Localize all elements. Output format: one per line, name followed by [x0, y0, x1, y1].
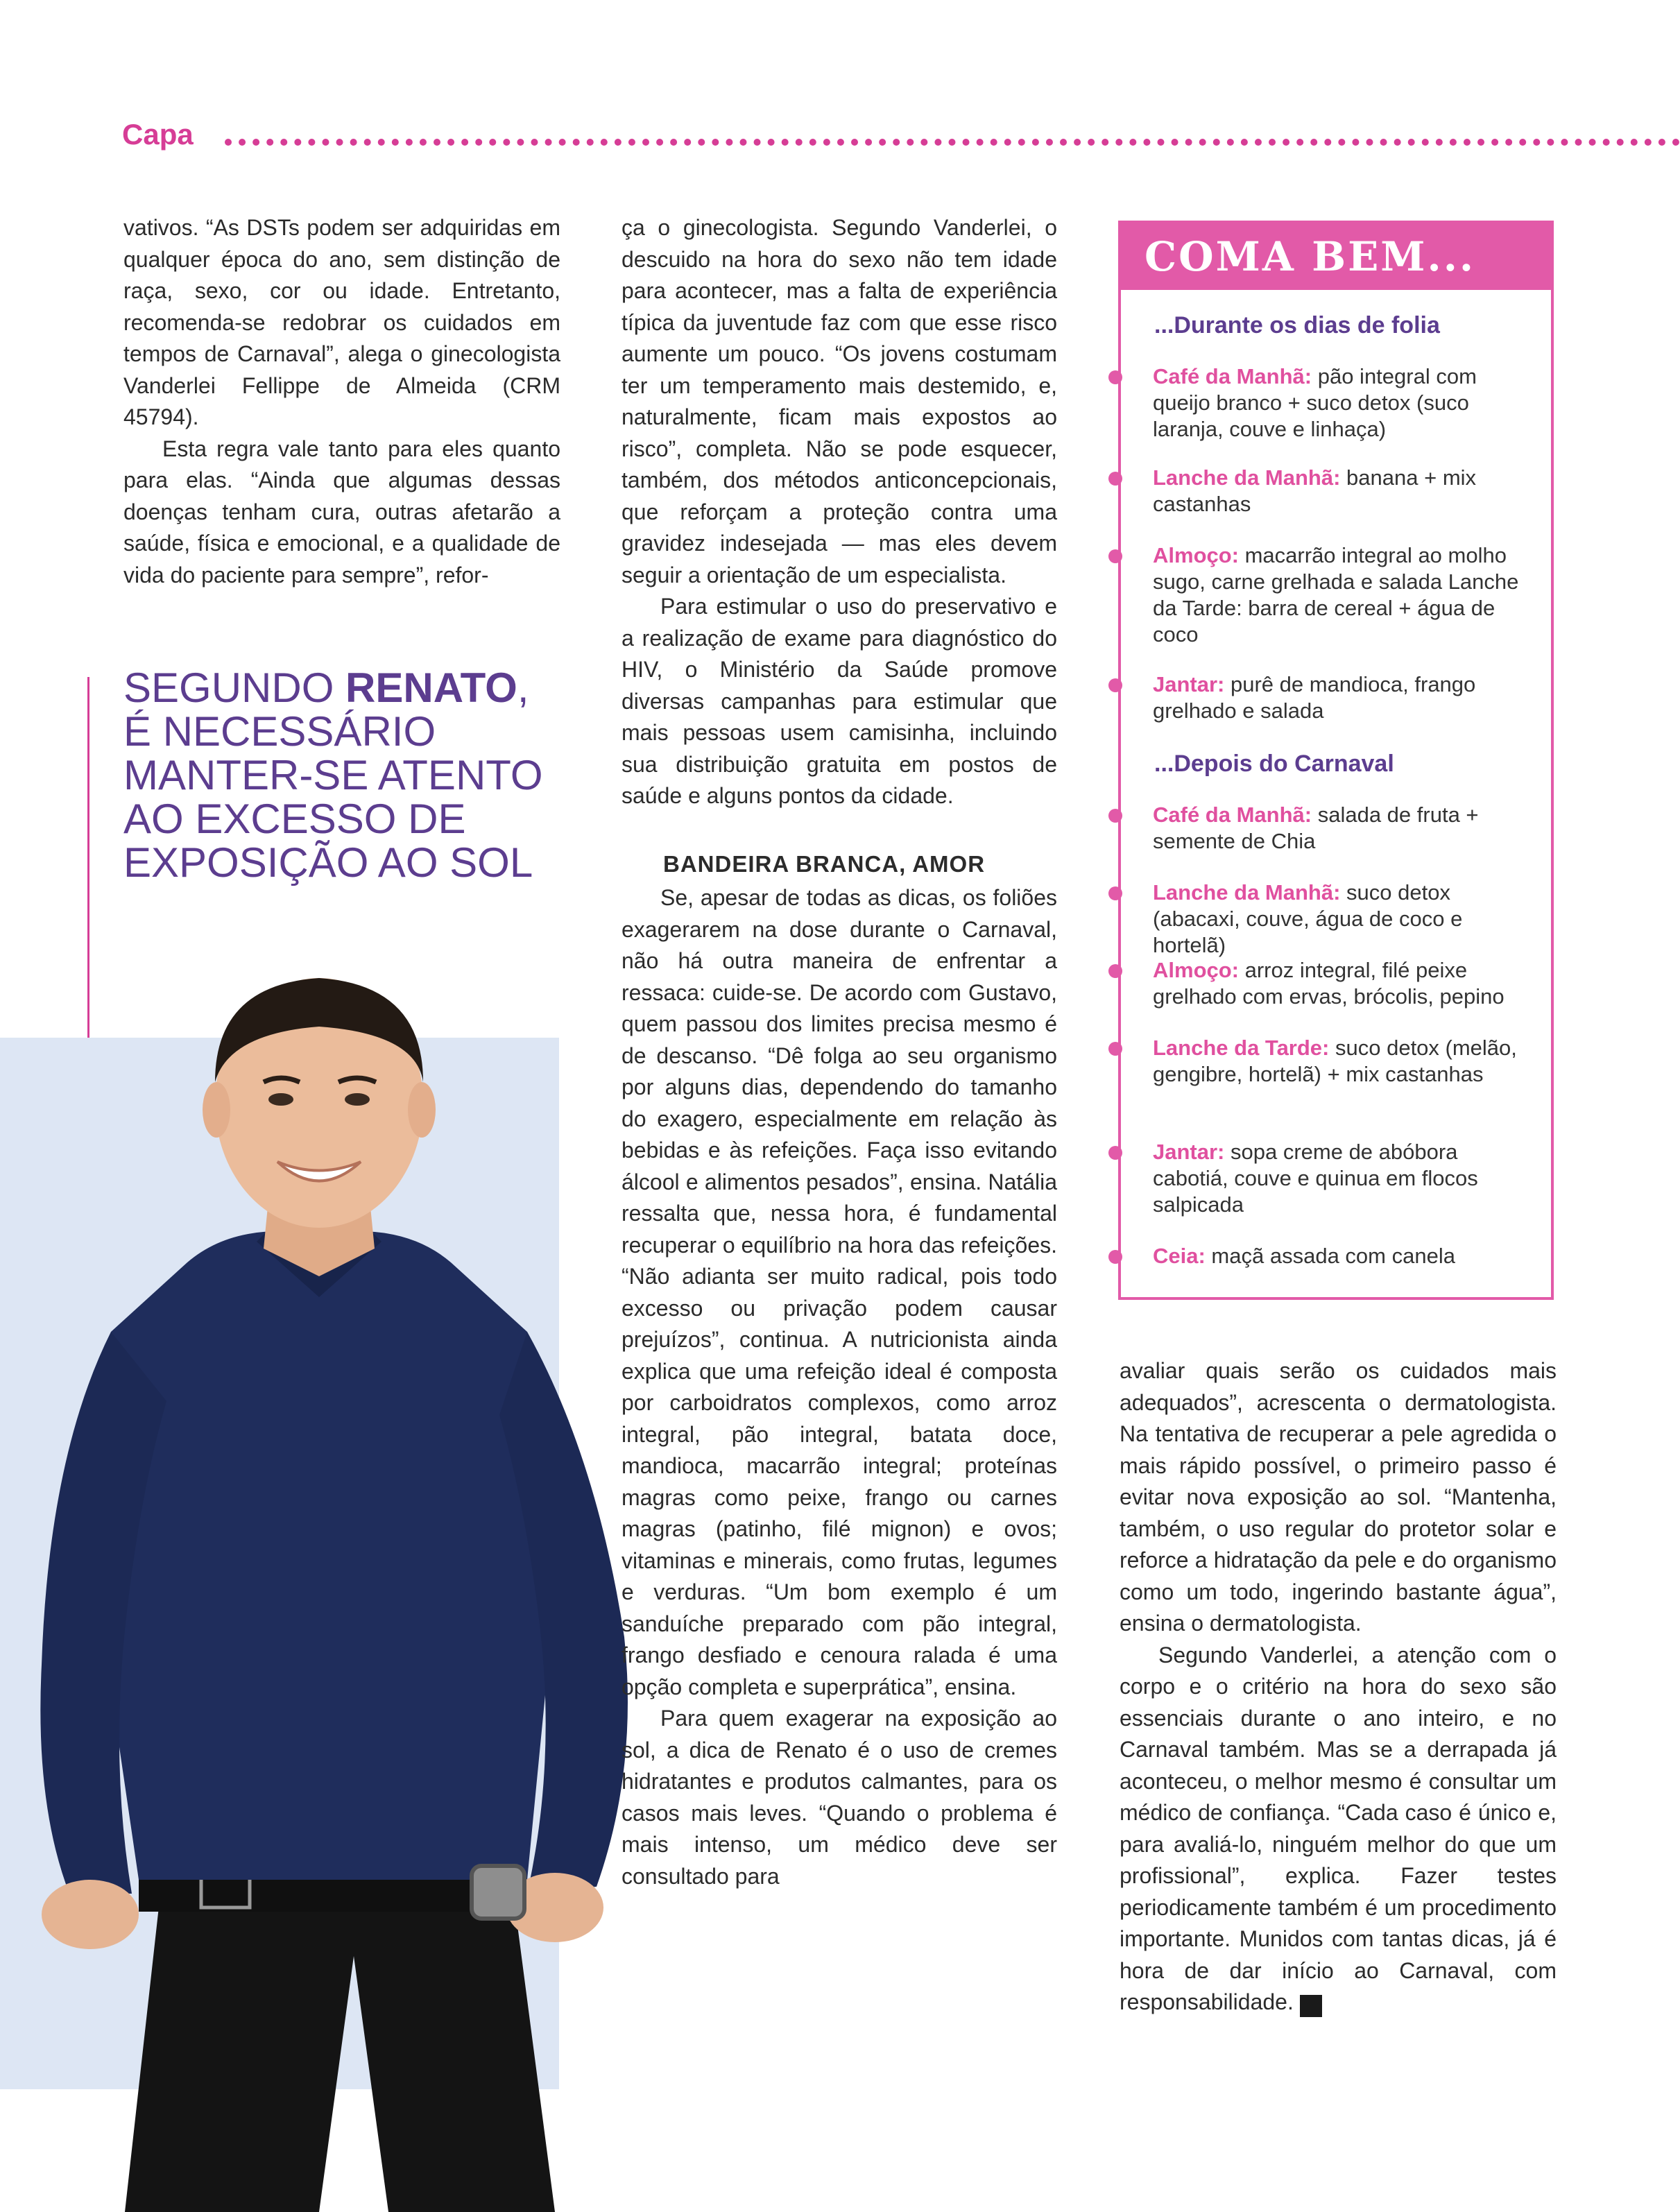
- paragraph: ça o ginecologista. Segundo Vanderlei, o descuido na hora do sexo não tem idade para acontecer, mas a falta de experiência típica da juventude faz com que esse risco aumente um pouco. “Os jovens costumam ter um temperamento mais destemido, e, naturalmente, ficam mais expostos ao risco”, completa. Não se pode esquecer, também, dos métodos anticoncepcionais, que reforçam a proteção contra uma gravidez indesejada — mas eles devem seguir a orientação de um especialista.: [622, 215, 1057, 588]
- menu-item-label: Lanche da Manhã:: [1153, 880, 1341, 904]
- menu-item: [1153, 542, 1527, 648]
- menu-item-label: Almoço:: [1153, 543, 1239, 567]
- bullet-icon: [1108, 886, 1122, 900]
- menu-item-text: maçã assada com canela: [1205, 1244, 1455, 1268]
- end-mark-icon: r: [1300, 1995, 1322, 2017]
- sidebar-subheading: ...Durante os dias de folia: [1154, 312, 1440, 338]
- menu-item-text: purê de mandioca, frango grelhado e salada: [1153, 672, 1476, 723]
- menu-item-label: Ceia:: [1153, 1244, 1206, 1268]
- bullet-icon: [1108, 809, 1122, 823]
- sidebar-box: [1118, 221, 1554, 1300]
- bullet-icon: [1108, 1250, 1122, 1264]
- menu-item: [1153, 1035, 1527, 1088]
- section-header: [122, 118, 1680, 160]
- section-label: Capa: [122, 118, 194, 151]
- paragraph: Para estimular o uso do preservativo e a realização de exame para diagnóstico do HIV, o Ministério da Saúde promove diversas campanhas para estimular que mais pessoas usem camisinha, incluindo sua distribuição gratuita em postos de saúde e alguns pontos da cidade.: [622, 594, 1057, 808]
- menu-item: [1153, 671, 1527, 724]
- menu-item: [1153, 802, 1527, 855]
- paragraph: Esta regra vale tanto para eles quanto para elas. “Ainda que algumas dessas doenças tenham cura, outras afetarão a saúde, física e emocional, e a qualidade de vida do paciente para sempre”, refor-: [123, 436, 560, 588]
- paragraph: vativos. “As DSTs podem ser adquiridas em qualquer época do ano, sem distinção de raça, sexo, cor ou idade. Entretanto, recomenda-se redobrar os cuidados em tempos de Carnaval”, alega o ginecologista Vanderlei Fellippe de Almeida (CRM 45794).: [123, 215, 560, 429]
- menu-item-label: Café da Manhã:: [1153, 364, 1312, 388]
- menu-item-text: macarrão integral ao molho sugo, carne grelhada e salada Lanche da Tarde: barra de cereal + água de coco: [1153, 543, 1519, 646]
- subheading: BANDEIRA BRANCA, AMOR: [663, 850, 986, 877]
- bullet-icon: [1108, 370, 1122, 384]
- menu-item-text: sopa creme de abóbora cabotiá, couve e quinua em flocos salpicada: [1153, 1140, 1478, 1217]
- menu-item-label: Almoço:: [1153, 958, 1239, 982]
- menu-item: [1153, 880, 1527, 959]
- sidebar-subheading: ...Depois do Carnaval: [1154, 751, 1394, 777]
- bullet-icon: [1108, 1042, 1122, 1056]
- pullquote-post: , É NECESSÁRIO MANTER-SE ATENTO AO EXCESSO DE EXPOSIÇÃO AO SOL: [123, 665, 543, 886]
- bullet-icon: [1108, 549, 1122, 563]
- article-column-2: [622, 212, 1057, 1892]
- paragraph: Para quem exagerar na exposição ao sol, a dica de Renato é o uso de cremes hidratantes e produtos calmantes, para os casos mais leves. “Quando o problema é mais intenso, um médico deve ser consultado para: [622, 1706, 1057, 1889]
- menu-item-text: suco detox (melão, gengibre, hortelã) + mix castanhas: [1153, 1036, 1517, 1086]
- paragraph: avaliar quais serão os cuidados mais adequados”, acrescenta o dermatologista. Na tentativa de recuperar a pele agredida o mais rápido possível, o primeiro passo é evitar nova exposição ao sol. “Mantenha, também, o uso regular do protetor solar e reforce a hidratação da pele e do organismo como um todo, ingerindo bastante água”, ensina o dermatologista.: [1120, 1358, 1557, 1636]
- paragraph: Se, apesar de todas as dicas, os foliões exagerarem na dose durante o Carnaval, não há outra maneira de enfrentar a ressaca: cuide-se. De acordo com Gustavo, quem passou dos limites precisa mesmo é de descanso. “Dê folga ao seu organismo por alguns dias, dependendo do tamanho do exagero, especialmente em relação às bebidas e às refeições. Faça isso evitando álcool e alimentos pesados”, ensina. Natália ressalta que, nessa hora, é fundamental recuperar o equilíbrio na hora das refeições. “Não adianta ser muito radical, pois todo excesso ou privação podem causar prejuízos”, continua. A nutricionista ainda explica que uma refeição ideal é composta por carboidratos complexos, como arroz integral, pão integral, batata doce, mandioca, macarrão integral; proteínas magras como peixe, frango ou carnes magras (patinho, filé mignon) e ovos; vitaminas e minerais, como frutas, legumes e verduras. “Um bom exemplo é um sanduíche preparado com pão integral, frango desfiado e cenoura ralada é uma opção completa e superprática”, ensina.: [622, 885, 1057, 1699]
- pullquote: [123, 666, 567, 884]
- paragraph: [1120, 1640, 1557, 2018]
- menu-item-label: Lanche da Tarde:: [1153, 1036, 1330, 1060]
- bullet-icon: [1108, 678, 1122, 692]
- menu-item-text: arroz integral, filé peixe grelhado com ervas, brócolis, pepino: [1153, 958, 1505, 1009]
- portrait-photo: [28, 971, 666, 2212]
- bullet-icon: [1108, 1146, 1122, 1160]
- paragraph-text: Segundo Vanderlei, a atenção com o corpo e o critério na hora do sexo são essenciais durante o ano inteiro, e no Carnaval também. Mas se a derrapada já aconteceu, o melhor mesmo é consultar um médico de confiança. “Cada caso é único e, para avaliá-lo, ninguém melhor do que um profissional”, explica. Fazer testes periodicamente também é um procedimento importante. Munidos com tantas dicas, já é hora de dar início ao Carnaval, com responsabilidade.: [1120, 1642, 1557, 2014]
- bullet-icon: [1108, 472, 1122, 486]
- menu-item-text: banana + mix castanhas: [1153, 465, 1477, 516]
- menu-item: [1153, 1139, 1527, 1218]
- menu-item: [1153, 1243, 1527, 1269]
- bullet-icon: [1108, 964, 1122, 978]
- menu-item-label: Jantar:: [1153, 1140, 1225, 1164]
- menu-item-text: pão integral com queijo branco + suco detox (suco laranja, couve e linhaça): [1153, 364, 1477, 441]
- menu-item: [1153, 957, 1527, 1010]
- menu-item: [1153, 363, 1527, 443]
- menu-item-label: Café da Manhã:: [1153, 803, 1312, 827]
- menu-item-text: suco detox (abacaxi, couve, água de coco e hortelã): [1153, 880, 1463, 957]
- pullquote-pre: SEGUNDO: [123, 665, 346, 711]
- menu-item-label: Lanche da Manhã:: [1153, 465, 1341, 490]
- dotted-rule: [225, 139, 1680, 146]
- menu-item-label: Jantar:: [1153, 672, 1225, 696]
- menu-item-text: salada de fruta + semente de Chia: [1153, 803, 1479, 853]
- menu-item: [1153, 465, 1527, 517]
- sidebar-title: COMA BEM...: [1121, 223, 1551, 290]
- article-column-3: [1120, 1355, 1557, 2018]
- pullquote-name: RENATO: [345, 665, 517, 711]
- article-column-1: [123, 212, 560, 591]
